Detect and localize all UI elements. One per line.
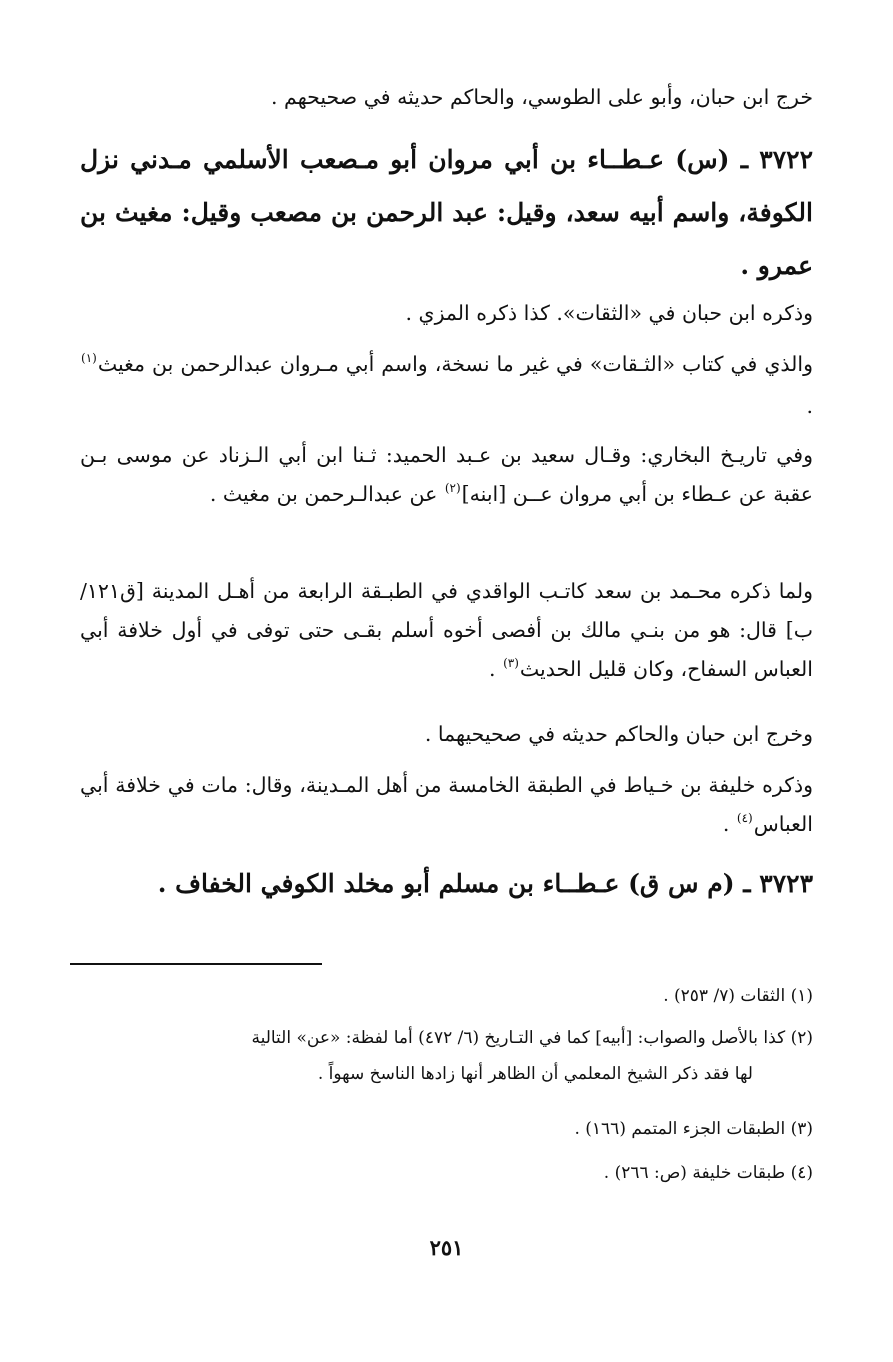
paragraph-text-cont: عن عبدالـرحمن بن مغيث . [209, 482, 444, 506]
paragraph-end: . [489, 657, 503, 681]
previous-entry-text: خرج ابن حبان، وأبو على الطوسي، والحاكم حديثه في صحيحهم . [271, 85, 813, 109]
footnote-ref-4[interactable]: (٤) [736, 811, 753, 825]
entry-3722-paragraph-3 [80, 436, 813, 517]
entry-3722-paragraph-4 [80, 572, 813, 692]
entry-3722-paragraph-6 [80, 766, 813, 847]
footnote-1 [80, 978, 813, 1014]
footnote-ref-2[interactable]: (٢) [444, 481, 461, 495]
footnote-3 [80, 1111, 813, 1147]
previous-entry-tail [80, 78, 813, 117]
paragraph-text: وذكره ابن حبان في «الثقات». كذا ذكره المزي . [405, 301, 813, 325]
paragraph-end: . [722, 812, 736, 836]
footnote-text-cont: لها فقد ذكر الشيخ المعلمي أن الظاهر أنها زادها الناسخ سهواً . [317, 1064, 753, 1084]
footnote-4 [80, 1155, 813, 1191]
footnote-text: (١) الثقات (٧/ ٢٥٣) . [663, 986, 813, 1006]
paragraph-text: وخرج ابن حبان والحاكم حديثه في صحيحيهما . [424, 722, 813, 746]
footnote-ref-3[interactable]: (٣) [503, 656, 519, 670]
entry-3722-paragraph-1 [80, 294, 813, 333]
footnote-ref-1[interactable]: (١) [81, 351, 97, 365]
paragraph-text: ولما ذكره محـمد بن سعد كاتـب الواقدي في الطبـقة الرابعة من أهـل المدينة [ق١٢١/ ب] قال: هو من بنـي مالك بن أفصى أخوه أسلم بقـى حتى توفى في أول خلافة أبي العباس السفاح، وكان قليل الحديث [80, 579, 813, 681]
footnote-text: (٤) طبقات خليفة (ص: ٢٦٦) . [603, 1163, 813, 1183]
paragraph-end: . [806, 394, 813, 418]
footnote-text: (٣) الطبقات الجزء المتمم (١٦٦) . [574, 1119, 813, 1139]
paragraph-text: وفي تاريـخ البخاري: وقـال سعيد بن عـبد الحميد: ثـنا ابن أبي الـزناد عن موسى بـن عقبة عن عـطاء بن أبي مروان عــن [ابنه] [80, 443, 813, 506]
footnote-separator [70, 963, 322, 965]
paragraph-text: وذكره خليفة بن خـياط في الطبقة الخامسة من أهل المـدينة، وقال: مات في خلافة أبي العباس [80, 773, 813, 836]
entry-3723-heading-text: ٣٧٢٣ ـ (م س ق) عـطــاء بن مسلم أبو مخلد الكوفي الخفاف . [157, 869, 813, 898]
entry-3722-paragraph-2 [80, 345, 813, 426]
entry-3723-heading [80, 857, 813, 910]
entry-3722-heading-text: ٣٧٢٢ ـ (س) عـطــاء بن أبي مروان أبو مـصعب الأسلمي مـدني نزل الكوفة، واسم أبيه سعد، وقيل: عبد الرحمن بن مصعب وقيل: مغيث بن عمرو . [80, 145, 813, 280]
footnote-2 [80, 1020, 813, 1092]
entry-3722-heading [80, 133, 813, 292]
footnote-text: (٢) كذا بالأصل والصواب: [أبيه] كما في التـاريخ (٦/ ٤٧٢) أما لفظة: «عن» التالية [251, 1028, 813, 1048]
entry-3722-paragraph-5 [80, 715, 813, 754]
paragraph-text: والذي في كتاب «الثـقات» في غير ما نسخة، واسم أبي مـروان عبدالرحمن بن مغيث [97, 352, 813, 376]
page-number: ٢٥١ [429, 1235, 464, 1260]
